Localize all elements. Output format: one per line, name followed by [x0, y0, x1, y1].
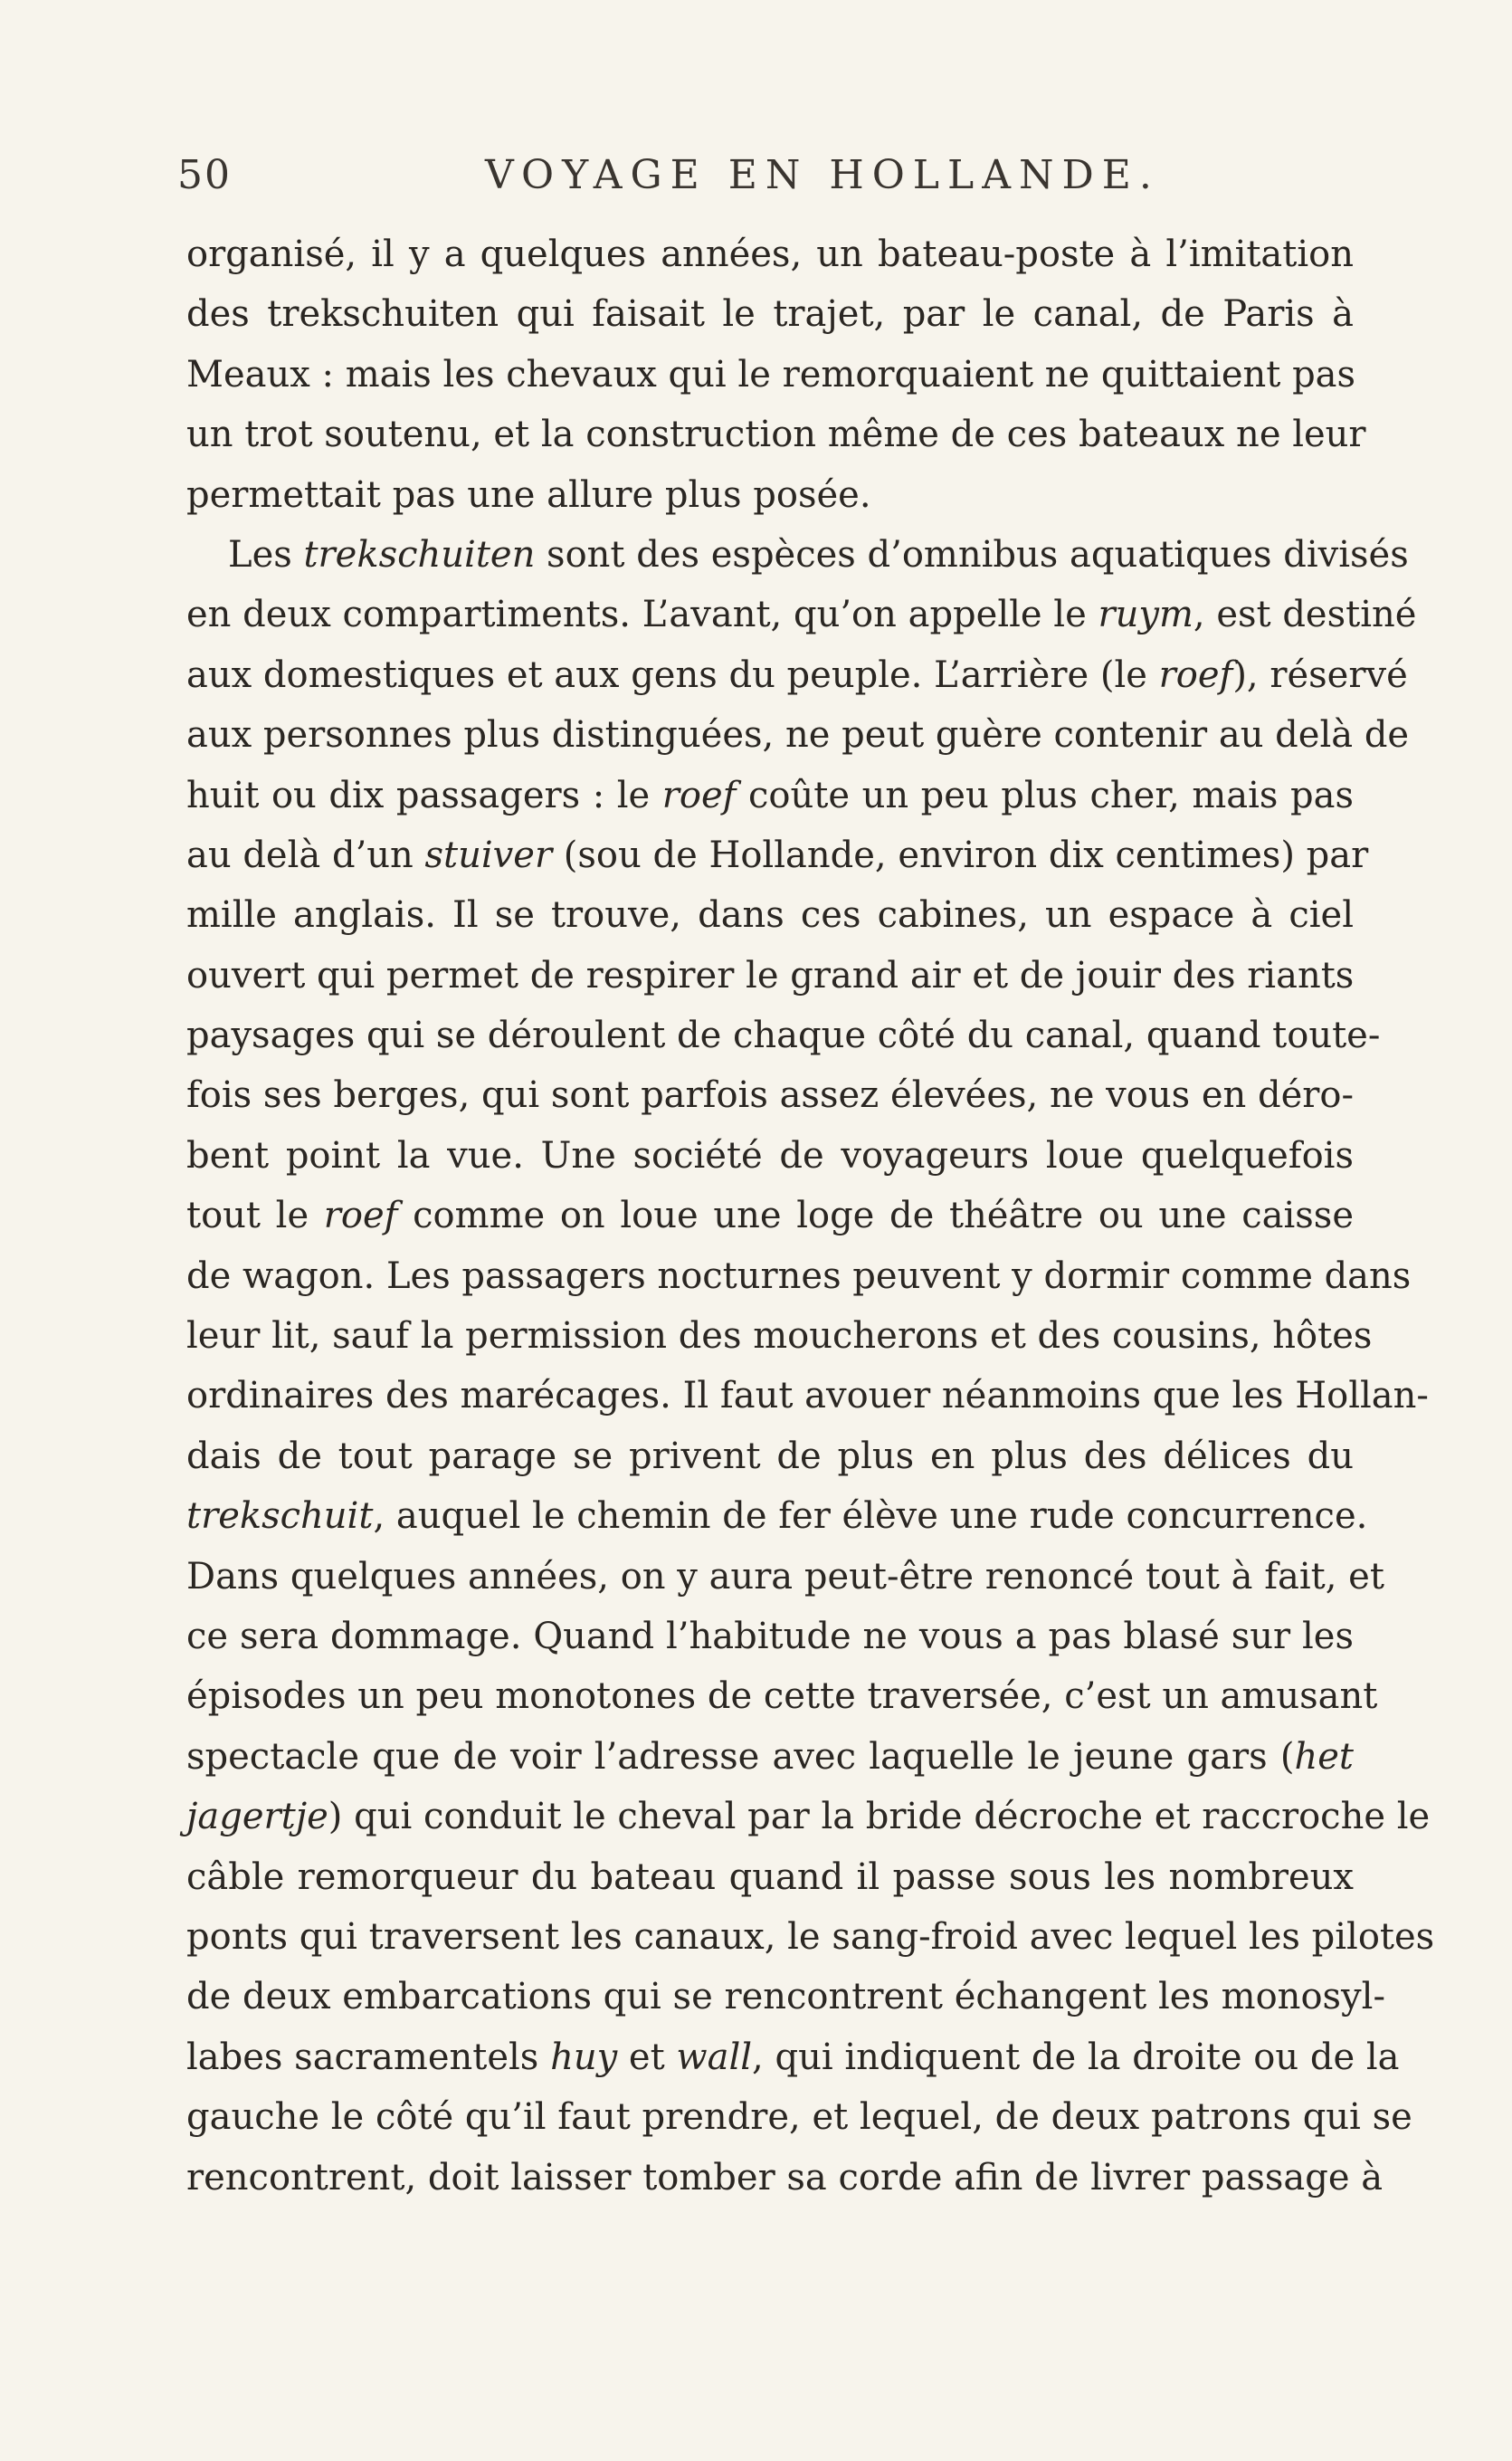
- text-line: ordinaires des marécages. Il faut avouer néanmoins que les Hollan-: [186, 1375, 1429, 1417]
- text-run: et: [617, 2036, 677, 2078]
- text-line: [186, 525, 1409, 585]
- text-run: en deux compartiments. L’avant, qu’on appelle le: [186, 594, 1098, 636]
- text-line: paysages qui se déroulent de chaque côté du canal, quand toute-: [186, 1015, 1381, 1057]
- italic-term: roef: [1158, 653, 1233, 696]
- text-line: bent point la vue. Une société de voyageurs loue quelquefois: [186, 1134, 1354, 1177]
- italic-term: stuiver: [424, 834, 553, 876]
- text-run: coûte un peu plus cher, mais pas: [736, 774, 1354, 816]
- text-line: [186, 1727, 1354, 1787]
- text-run: sont des espèces d’omnibus aquatiques divisés: [535, 533, 1409, 576]
- text-line: de wagon. Les passagers nocturnes peuvent y dormir comme dans: [186, 1254, 1412, 1297]
- text-run: huit ou dix passagers : le: [186, 774, 662, 816]
- italic-term: jagertje: [186, 1796, 328, 1838]
- text-line: Dans quelques années, on y aura peut-être renoncé tout à fait, et: [186, 1555, 1384, 1598]
- text-line: organisé, il y a quelques années, un bateau-poste à l’imitation: [186, 234, 1354, 275]
- text-run: au delà d’un: [186, 834, 425, 876]
- italic-term: wall: [676, 2036, 753, 2078]
- text-line: aux personnes plus distinguées, ne peut guère contenir au delà de: [186, 714, 1410, 757]
- body-text: [186, 224, 1435, 2208]
- text-line: Meaux : mais les chevaux qui le remorquaient ne quittaient pas: [186, 353, 1356, 396]
- text-line: fois ses berges, qui sont parfois assez élevées, ne vous en déro-: [186, 1074, 1354, 1117]
- running-title: VOYAGE EN HOLLANDE.: [485, 152, 1160, 198]
- text-run: aux domestiques et aux gens du peuple. L’arrière (le: [186, 653, 1159, 696]
- page-number: 50: [177, 152, 232, 198]
- text-line: ce sera dommage. Quand l’habitude ne vous a pas blasé sur les: [186, 1615, 1354, 1657]
- text-line: leur lit, sauf la permission des moucherons et des cousins, hôtes: [186, 1315, 1373, 1358]
- text-line: [186, 1486, 1368, 1546]
- italic-term: huy: [550, 2036, 618, 2078]
- page-header: [177, 152, 1354, 215]
- text-line: un trot soutenu, et la construction même de ces bateaux ne leur: [186, 414, 1366, 456]
- text-line: [186, 2027, 1400, 2087]
- text-line: épisodes un peu monotones de cette traversée, c’est un amusant: [186, 1675, 1378, 1718]
- text-run: tout le: [186, 1195, 324, 1237]
- text-line: [186, 1186, 1354, 1245]
- italic-term: het: [1294, 1735, 1354, 1778]
- italic-term: roef: [661, 774, 737, 816]
- italic-term: roef: [323, 1195, 398, 1237]
- text-line: [186, 585, 1417, 644]
- text-run: , est destiné: [1193, 594, 1417, 636]
- text-run: comme on loue une loge de théâtre ou une caisse: [397, 1195, 1354, 1237]
- text-run: ) qui conduit le cheval par la bride décroche et raccroche le: [328, 1796, 1431, 1838]
- italic-term: trekschuit: [186, 1495, 374, 1538]
- text-line: gauche le côté qu’il faut prendre, et lequel, de deux patrons qui se: [186, 2096, 1412, 2139]
- text-line: dais de tout parage se privent de plus en plus des délices du: [186, 1435, 1354, 1477]
- text-line: [186, 645, 1408, 705]
- text-line: câble remorqueur du bateau quand il passe sous les nombreux: [186, 1855, 1354, 1898]
- text-run: spectacle que de voir l’adresse avec laquelle le jeune gars (: [186, 1735, 1295, 1778]
- text-line: de deux embarcations qui se rencontrent échangent les monosyl-: [186, 1976, 1385, 2018]
- text-line: [186, 1787, 1431, 1846]
- text-line: mille anglais. Il se trouve, dans ces cabines, un espace à ciel: [186, 894, 1354, 937]
- text-line: [186, 766, 1354, 825]
- text-line: des trekschuiten qui faisait le trajet, par le canal, de Paris à: [186, 293, 1354, 336]
- text-run: ), réservé: [1232, 653, 1408, 696]
- text-run: Les: [228, 533, 304, 576]
- text-run: , auquel le chemin de fer élève une rude concurrence.: [373, 1495, 1368, 1538]
- text-run: labes sacramentels: [186, 2036, 551, 2078]
- text-run: (sou de Hollande, environ dix centimes) par: [552, 834, 1369, 876]
- text-run: , qui indiquent de la droite ou de la: [752, 2036, 1400, 2078]
- italic-term: ruym: [1098, 594, 1193, 636]
- text-line: [186, 825, 1369, 885]
- text-line: permettait pas une allure plus posée.: [186, 473, 871, 516]
- text-line: ponts qui traversent les canaux, le sang-froid avec lequel les pilotes: [186, 1915, 1435, 1958]
- italic-term: trekschuiten: [303, 533, 536, 576]
- text-line: rencontrent, doit laisser tomber sa corde afin de livrer passage à: [186, 2156, 1384, 2199]
- text-line: ouvert qui permet de respirer le grand air et de jouir des riants: [186, 954, 1355, 997]
